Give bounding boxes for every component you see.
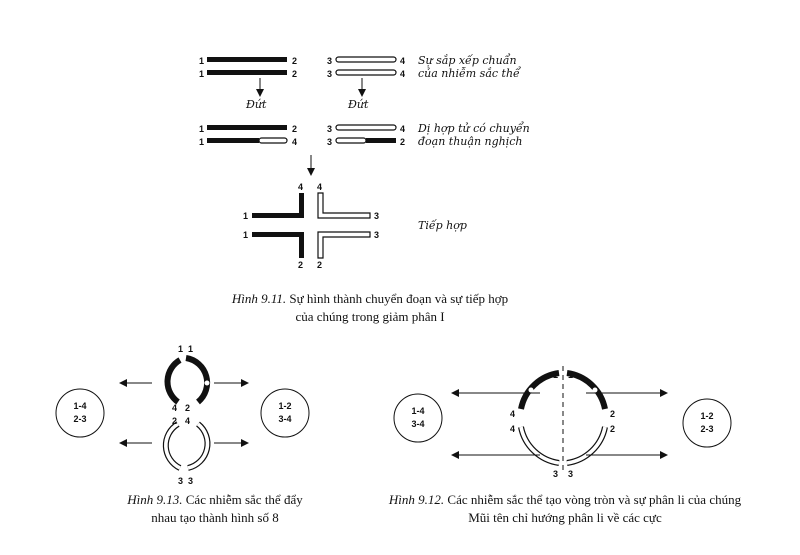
caption-text: Sự hình thành chuyển đoạn và sự tiếp hợp (289, 291, 509, 306)
cross-arm-bottom-right (318, 232, 370, 258)
label: 3 (374, 230, 380, 240)
circle-text: 1-4 (73, 401, 87, 411)
label: 3 (327, 69, 333, 79)
centromere (157, 381, 162, 386)
chromosome-hollow-part (259, 138, 287, 143)
label: 1 (553, 370, 559, 380)
label: 4 (172, 403, 178, 413)
figure-9-12 (394, 366, 731, 479)
centromere (593, 388, 598, 393)
caption-9-12-line1 (350, 491, 780, 509)
caption-9-13 (95, 491, 335, 527)
label: 4 (298, 182, 304, 192)
chromosome-solid-part (366, 138, 396, 143)
note-arrange-1: Sự sắp xếp chuẩn (418, 54, 517, 67)
caption-label: Hình 9.12. (388, 492, 445, 507)
chromosome-hollow-part (336, 138, 366, 143)
label: 4 (510, 424, 516, 434)
caption-9-13-line2: nhau tạo thành hình số 8 (151, 510, 279, 525)
chromosome-solid (207, 70, 287, 75)
label: 2 (172, 416, 178, 426)
chromosome-hollow (336, 125, 396, 130)
label: 2 (400, 137, 406, 147)
label: 4 (292, 137, 298, 147)
label: 3 (188, 476, 194, 486)
label: 1 (568, 370, 574, 380)
caption-9-13-line1 (95, 491, 335, 509)
label: 2 (292, 69, 298, 79)
pole-circle-left (56, 389, 104, 437)
caption-text: Các nhiễm sắc thể tạo vòng tròn và sự phân li của chúng (447, 492, 742, 507)
label: 2 (610, 424, 616, 434)
label: 3 (553, 469, 559, 479)
label: 1 (199, 56, 205, 66)
label: 4 (185, 416, 191, 426)
centromere (205, 381, 210, 386)
label: 2 (292, 124, 298, 134)
label: 1 (199, 69, 205, 79)
cross-arm-top-right (318, 193, 370, 218)
label: 4 (400, 124, 406, 134)
label: 3 (568, 469, 574, 479)
break-label-right: Đứt (348, 98, 369, 111)
caption-label: Hình 9.11. (231, 291, 287, 306)
centromere (529, 388, 534, 393)
caption-9-11-line2: của chúng trong giảm phân I (295, 309, 445, 324)
cross-arm-bottom-left (252, 232, 304, 258)
label: 1 (188, 344, 194, 354)
upper-loop-left (168, 360, 180, 402)
label: 4 (400, 69, 406, 79)
label: 2 (185, 403, 191, 413)
pole-circle-left (394, 394, 442, 442)
label: 4 (317, 182, 323, 192)
note-synapsis: Tiếp hợp (418, 219, 467, 232)
ring-bottom-right-fill (567, 427, 605, 463)
caption-text: Các nhiễm sắc thể đẩy (185, 492, 303, 507)
label: 3 (327, 56, 333, 66)
circle-text: 3-4 (278, 414, 292, 424)
label: 1 (243, 230, 249, 240)
figure-9-11 (199, 54, 530, 270)
label: 3 (374, 211, 380, 221)
circle-text: 1-4 (411, 406, 425, 416)
label: 3 (178, 476, 184, 486)
chromosome-solid (207, 125, 287, 130)
chromosome-hollow (336, 57, 396, 62)
label: 4 (400, 56, 406, 66)
circle-text: 1-2 (700, 411, 714, 421)
caption-9-11-line1 (180, 290, 560, 308)
chromosome-hollow (336, 70, 396, 75)
cross-arm-top-left (252, 193, 304, 218)
label: 2 (292, 56, 298, 66)
label: 4 (510, 409, 516, 419)
label: 1 (178, 344, 184, 354)
caption-label: Hình 9.13. (127, 492, 183, 507)
label: 2 (298, 260, 304, 270)
figure-9-13 (56, 344, 309, 486)
circle-text: 2-3 (700, 424, 714, 434)
label: 1 (199, 137, 205, 147)
ring-bottom-left-fill (521, 427, 559, 463)
label: 3 (327, 137, 333, 147)
label: 2 (317, 260, 323, 270)
caption-9-12-line2: Mũi tên chỉ hướng phân li về các cực (468, 510, 662, 525)
chromosome-solid-part (207, 138, 259, 143)
note-arrange-2: của nhiễm sắc thể (418, 67, 520, 80)
caption-9-11 (180, 290, 560, 326)
chromosome-solid (207, 57, 287, 62)
pole-circle-right (261, 389, 309, 437)
label: 1 (243, 211, 249, 221)
circle-text: 3-4 (411, 419, 425, 429)
upper-loop-right (186, 358, 207, 402)
note-hetero-1: Dị hợp tử có chuyển (418, 122, 530, 135)
note-hetero-2: đoạn thuận nghịch (418, 135, 523, 148)
caption-9-12 (350, 491, 780, 527)
pole-circle-right (683, 399, 731, 447)
label: 2 (610, 409, 616, 419)
circle-text: 2-3 (73, 414, 87, 424)
label: 1 (199, 124, 205, 134)
label: 3 (327, 124, 333, 134)
circle-text: 1-2 (278, 401, 292, 411)
break-label-left: Đứt (246, 98, 267, 111)
